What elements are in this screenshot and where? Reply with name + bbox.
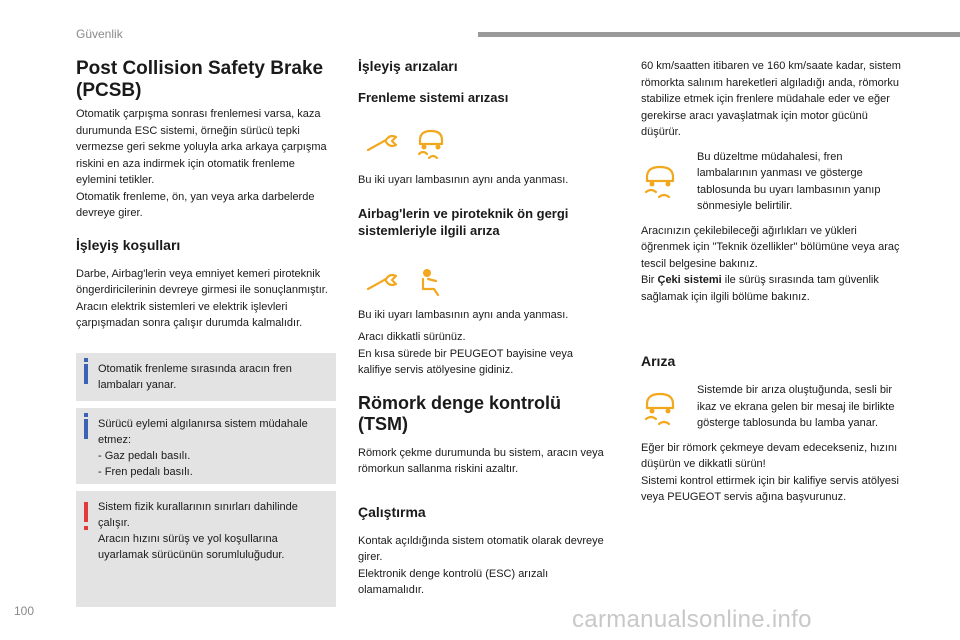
watermark: carmanualsonline.info: [572, 606, 812, 633]
warning-note: [76, 491, 336, 607]
info-note-brake-lights: [76, 353, 336, 401]
column-faults: [358, 58, 608, 599]
tsm-intro: 60 km/saatten itibaren ve 160 km/saate kadar, sistem römorkta salınım hareketleri algıladığı anda, römorku stabilize etmek için frenlere müdahale eder ve eğer gerekirse aracı yavaşlatmak için motor gücünü düşürür.: [641, 60, 901, 138]
info-note-driver-action: [76, 408, 336, 484]
page-number: 100: [14, 604, 35, 618]
info-note-text: Sürücü eylemi algılanırsa sistem müdahale etmez:: [98, 418, 308, 446]
operation-text-2: Elektronik denge kontrolü (ESC) arızalı olamamalıdır.: [358, 567, 549, 596]
conditions-title: İşleyiş koşulları: [76, 236, 181, 253]
trailer-stability-icon: [641, 388, 679, 428]
column-pcsb: [76, 58, 338, 332]
service-wrench-icon: [366, 133, 400, 153]
info-icon: [84, 364, 88, 384]
service-wrench-icon: [366, 272, 400, 292]
airbag-advice-2: En kısa sürede bir PEUGEOT bayisine veya kalifiye servis atölyesine gidiniz.: [358, 347, 574, 376]
conditions-text-1: Darbe, Airbag'lerin veya emniyet kemeri piroteknik öngerdiricilerinin devreye girmesi ile sonuçlanmıştır.: [76, 267, 328, 296]
info-icon: [84, 419, 88, 439]
info-note-item: - Fren pedalı basılı.: [98, 466, 193, 478]
tsm-text: Römork çekme durumunda bu sistem, aracın veya römorkun sallanma riskini azaltır.: [358, 446, 604, 475]
trailer-stability-icon: [641, 161, 679, 201]
operation-title: Çalıştırma: [358, 503, 426, 520]
fault-after-1: Eğer bir römork çekmeye devam edecekseniz, hızını düşürün ve dikkatli sürün!: [641, 441, 898, 470]
fault-title: Arıza: [641, 353, 676, 369]
conditions-text-2: Aracın elektrik sistemleri ve elektrik işlevleri çarpışmadan sonra çalışır durumda kalmalıdır.: [76, 300, 303, 329]
faults-title: İşleyiş arızaları: [358, 58, 458, 74]
tsm-title: Römork denge kontrolü (TSM): [358, 392, 562, 434]
operation-text-1: Kontak açıldığında sistem otomatik olarak devreye girer.: [358, 534, 604, 563]
warning-note-text-1: Sistem fizik kurallarının sınırları dahilinde çalışır.: [98, 501, 298, 529]
info-note-text: Otomatik frenleme sırasında aracın fren lambaları yanar.: [98, 363, 292, 391]
airbag-fault-text: Bu iki uyarı lambasının aynı anda yanması.: [358, 308, 569, 321]
brake-fault-icons: [366, 126, 608, 160]
warning-icon: [84, 502, 88, 522]
correction-text: Bu düzeltme müdahalesi, fren lambalarının yanması ve gösterge tablosunda bu uyarı lambasının yanıp sönmesiyle belirtilir.: [697, 150, 881, 212]
correction-block: [641, 149, 903, 215]
airbag-fault-icons: [366, 267, 608, 297]
airbag-fault-title: Airbag'lerin ve piroteknik ön gergi sistemleriyle ilgili arıza: [358, 205, 569, 238]
fault-block: [641, 382, 903, 432]
info-note-item: - Gaz pedalı basılı.: [98, 450, 191, 462]
brake-fault-text: Bu iki uyarı lambasının aynı anda yanması.: [358, 174, 569, 186]
brake-fault-title: Frenleme sistemi arızası: [358, 90, 509, 105]
weights-text: Aracınızın çekilebileceği ağırlıkları ve yükleri öğrenmek için "Teknik özellikler" bölümüne veya araç tescil belgesine bakınız.: [641, 224, 900, 270]
pcsb-intro-1: Otomatik çarpışma sonrası frenlemesi varsa, kaza durumunda ESC sistemi, örneğin sürücü tepki vermezse geri sekme yoluyla arka arkaya çarpışma riskini en aza indirmek için otomatik frenleme eylemini tetikler.: [76, 108, 327, 186]
section-label: Güvenlik: [76, 27, 123, 41]
esc-warning-icon: [414, 126, 448, 160]
column-tsm: [641, 58, 903, 506]
warning-note-text-2: Aracın hızını sürüş ve yol koşullarına uyarlamak sürücünün sorumluluğudur.: [98, 533, 285, 561]
fault-after-2: Sistemi kontrol ettirmek için bir kalifiye servis atölyesi veya PEUGEOT servis ağına başvurunuz.: [641, 474, 899, 503]
pcsb-intro-2: Otomatik frenleme, ön, yan veya arka darbelerde devreye girer.: [76, 190, 315, 219]
pcsb-title: Post Collision Safety Brake (PCSB): [76, 58, 324, 101]
towing-link: Çeki sistemi: [657, 274, 722, 286]
header-bar: [478, 32, 960, 37]
seatbelt-pretensioner-icon: [414, 267, 444, 297]
towing-text: Bir Çeki sistemi ile sürüş sırasında tam güvenlik sağlamak için ilgili bölüme bakınız.: [641, 274, 879, 303]
airbag-advice-1: Aracı dikkatli sürünüz.: [358, 331, 466, 343]
fault-icon-text: Sistemde bir arıza oluştuğunda, sesli bir ikaz ve ekrana gelen bir mesaj ile birlikte gösterge tablosunda bu lamba yanar.: [697, 384, 895, 429]
